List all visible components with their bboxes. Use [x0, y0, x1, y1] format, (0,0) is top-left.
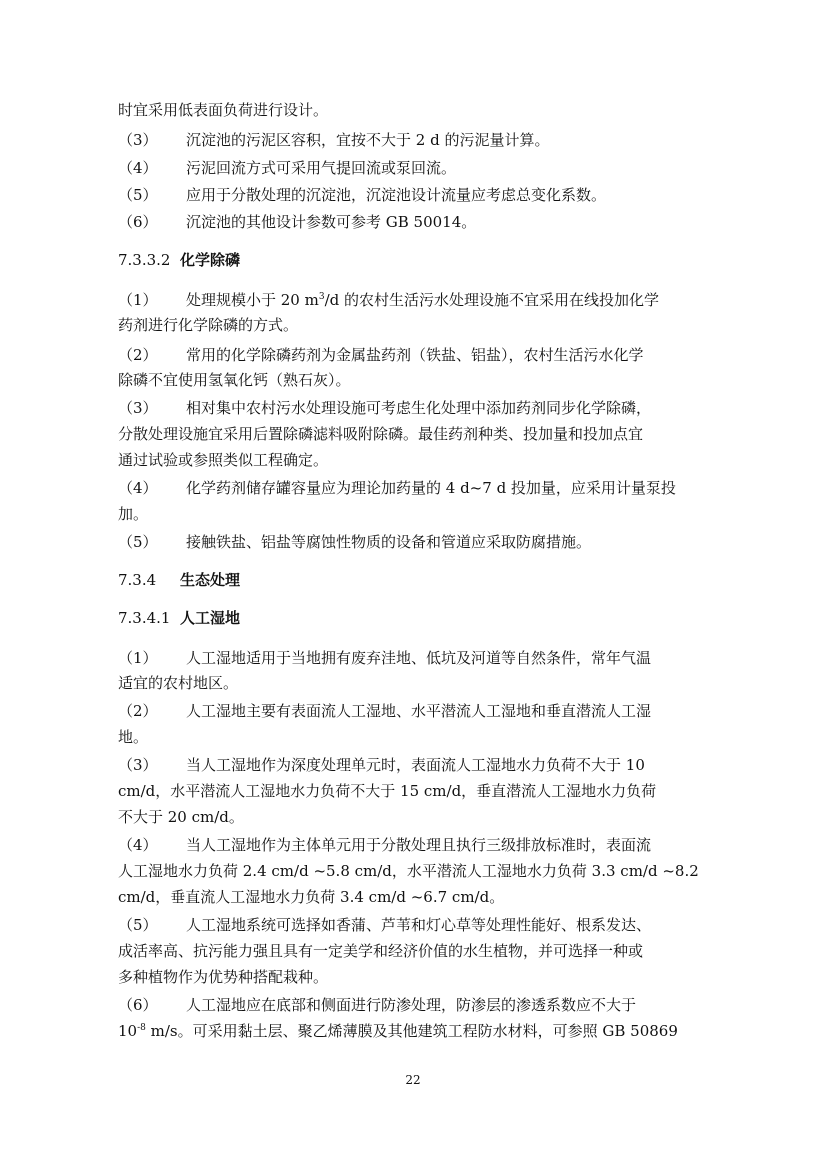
paragraph-line: 成活率高、抗污能力强且具有一定美学和经济价值的水生植物，并可选择一种或 — [118, 942, 644, 960]
item-number: （3） — [118, 399, 158, 417]
section-heading — [118, 250, 240, 270]
item-number: （4） — [118, 159, 158, 177]
item-number: （1） — [118, 649, 158, 667]
item-number: （2） — [118, 346, 158, 364]
item-number: （5） — [118, 533, 158, 551]
paragraph-line: 加。 — [118, 505, 149, 523]
item-text: 沉淀池的其他设计参数可参考 GB 50014。 — [186, 213, 477, 231]
item-number: （4） — [118, 836, 158, 854]
paragraph-line: 地。 — [118, 728, 149, 746]
section-title: 生态处理 — [180, 571, 241, 589]
paragraph-line: 多种植物作为优势种搭配栽种。 — [118, 968, 329, 986]
item-text: 人工湿地系统可选择如香蒲、芦苇和灯心草等处理性能好、根系发达、 — [186, 916, 652, 934]
item-text: 当人工湿地作为主体单元用于分散处理且执行三级排放标准时，表面流 — [186, 836, 652, 854]
section-number: 7.3.4 — [118, 571, 157, 589]
item-number: （6） — [118, 996, 158, 1014]
text-run: /d 的农村生活污水处理设施不宜采用在线投加化学 — [324, 291, 660, 309]
item-text: 相对集中农村污水处理设施可考虑生化处理中添加药剂同步化学除磷， — [186, 399, 652, 417]
item-text: 当人工湿地作为深度处理单元时，表面流人工湿地水力负荷不大于 10 — [186, 756, 645, 774]
item-text: 人工湿地应在底部和侧面进行防渗处理，防渗层的渗透系数应不大于 — [186, 996, 637, 1014]
paragraph-line: 人工湿地水力负荷 2.4 cm/d ~5.8 cm/d，水平潜流人工湿地水力负荷 3.3 cm/d ~8.2 — [118, 862, 699, 880]
item-text: 应用于分散处理的沉淀池，沉淀池设计流量应考虑总变化系数。 — [186, 186, 607, 204]
item-text: 人工湿地适用于当地拥有废弃洼地、低坑及河道等自然条件，常年气温 — [186, 649, 652, 667]
item-number: （3） — [118, 756, 158, 774]
paragraph-line: 不大于 20 cm/d。 — [118, 808, 244, 826]
text-run: m/s。可采用黏土层、聚乙烯薄膜及其他建筑工程防水材料，可参照 GB 50869 — [145, 1022, 678, 1040]
paragraph-line — [118, 1021, 678, 1041]
paragraph-line: 适宜的农村地区。 — [118, 674, 239, 692]
item-number: （6） — [118, 213, 158, 231]
paragraph-line: 通过试验或参照类似工程确定。 — [118, 451, 329, 469]
item-number: （5） — [118, 186, 158, 204]
text-run: 处理规模小于 20 m — [186, 291, 319, 309]
item-number: （1） — [118, 291, 158, 309]
item-text: 污泥回流方式可采用气提回流或泵回流。 — [186, 159, 457, 177]
superscript: 3 — [318, 292, 325, 302]
section-title: 化学除磷 — [180, 251, 241, 269]
section-number: 7.3.4.1 — [118, 609, 171, 627]
page-number: 22 — [405, 1073, 421, 1087]
item-text: 接触铁盐、铝盐等腐蚀性物质的设备和管道应采取防腐措施。 — [186, 533, 592, 551]
section-number: 7.3.3.2 — [118, 251, 171, 269]
item-text: 化学药剂储存罐容量应为理论加药量的 4 d~7 d 投加量，应采用计量泵投 — [186, 479, 676, 497]
section-title: 人工湿地 — [180, 609, 241, 627]
paragraph-line: cm/d，水平潜流人工湿地水力负荷不大于 15 cm/d，垂直潜流人工湿地水力负荷 — [118, 782, 657, 800]
item-text: 沉淀池的污泥区容积，宜按不大于 2 d 的污泥量计算。 — [186, 131, 550, 149]
item-text: 人工湿地主要有表面流人工湿地、水平潜流人工湿地和垂直潜流人工湿 — [186, 702, 652, 720]
paragraph-line: cm/d，垂直流人工湿地水力负荷 3.4 cm/d ~6.7 cm/d。 — [118, 888, 505, 906]
paragraph-line: 除磷不宜使用氢氧化钙（熟石灰）。 — [118, 371, 351, 389]
text-run: 10 — [118, 1022, 138, 1040]
item-text: 常用的化学除磷药剂为金属盐药剂（铁盐、铝盐），农村生活污水化学 — [186, 346, 644, 364]
superscript: -8 — [137, 1023, 146, 1033]
section-heading — [118, 608, 240, 628]
item-text — [186, 290, 659, 310]
item-number: （5） — [118, 916, 158, 934]
item-number: （3） — [118, 131, 158, 149]
paragraph-line: 药剂进行化学除磷的方式。 — [118, 316, 299, 334]
paragraph-line: 分散处理设施宜采用后置除磷滤料吸附除磷。最佳药剂种类、投加量和投加点宜 — [118, 425, 644, 443]
paragraph-line: 时宜采用低表面负荷进行设计。 — [118, 101, 329, 119]
item-number: （4） — [118, 479, 158, 497]
section-heading — [118, 570, 240, 590]
item-number: （2） — [118, 702, 158, 720]
